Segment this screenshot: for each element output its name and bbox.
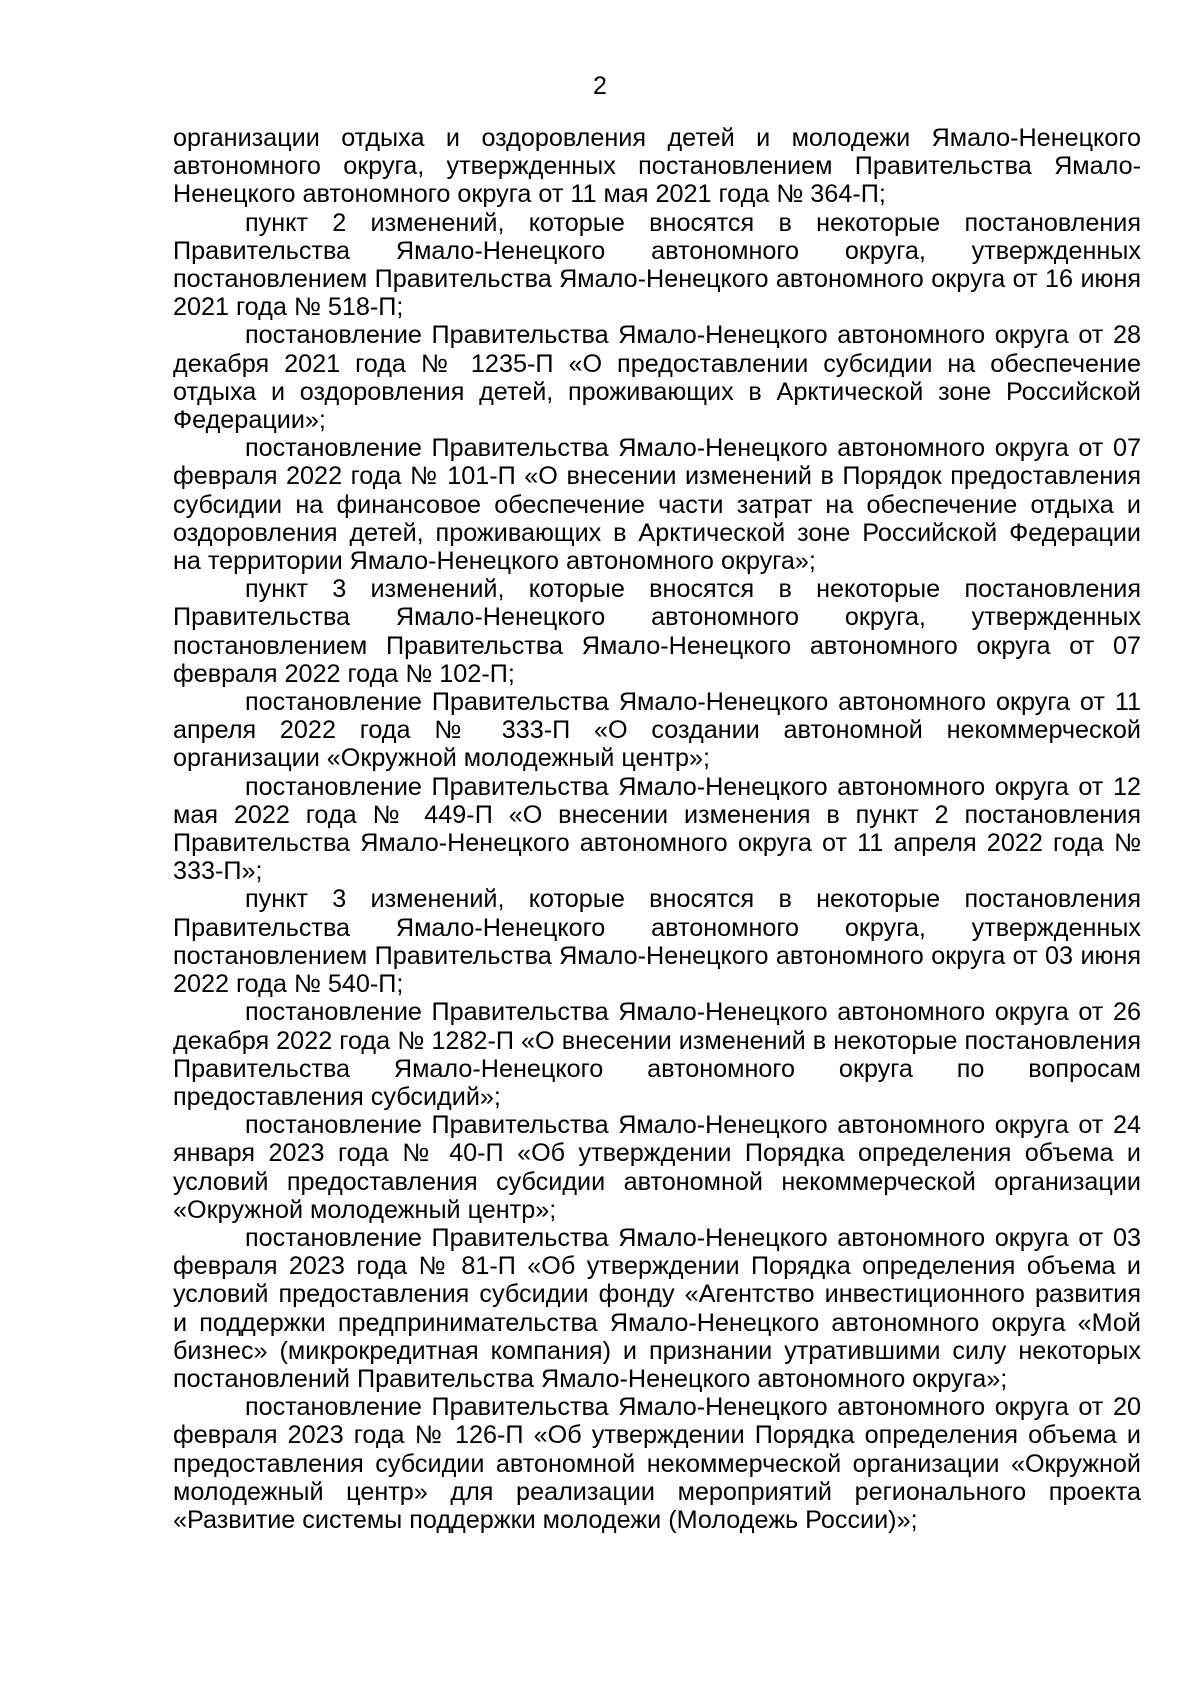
document-body [173,124,1141,1534]
page-number: 2 [593,72,607,100]
paragraph-item: постановление Правительства Ямало-Ненецкого автономного округа от 28 декабря 2021 года № 1235-П «О предоставлении субсидии на обеспечение отдыха и оздоровления детей, проживающих в Арктической зоне Российской Федерации»; [173,321,1141,435]
paragraph-continuation: организации отдыха и оздоровления детей и молодежи Ямало-Ненецкого автономного округа, утвержденных постановлением Правительства Ямало-Ненецкого автономного округа от 11 мая 2021 года № 364-П; [173,124,1141,209]
paragraph-item: постановление Правительства Ямало-Ненецкого автономного округа от 03 февраля 2023 года № 81-П «Об утверждении Порядка определения объема и условий предоставления субсидии фонду «Агентство инвестиционного развития и поддержки предпринимательства Ямало-Ненецкого автономного округа «Мой бизнес» (микрокредитная компания) и признании утратившими силу некоторых постановлений Правительства Ямало-Ненецкого автономного округа»; [173,1223,1141,1393]
paragraph-item: постановление Правительства Ямало-Ненецкого автономного округа от 20 февраля 2023 года № 126-П «Об утверждении Порядка определения объема и предоставления субсидии автономной некоммерческой организации «Окружной молодежный центр» для реализации мероприятий регионального проекта «Развитие системы поддержки молодежи (Молодежь России)»; [173,1393,1141,1534]
paragraph-item: постановление Правительства Ямало-Ненецкого автономного округа от 26 декабря 2022 года № 1282-П «О внесении изменений в некоторые постановления Правительства Ямало-Ненецкого автономного округа по вопросам предоставления субсидий»; [173,998,1141,1111]
paragraph-item: постановление Правительства Ямало-Ненецкого автономного округа от 07 февраля 2022 года № 101-П «О внесении изменений в Порядок предоставления субсидии на финансовое обеспечение части затрат на обеспечение отдыха и оздоровления детей, проживающих в Арктической зоне Российской Федерации на территории Ямало-Ненецкого автономного округа»; [173,434,1141,576]
paragraph-item: постановление Правительства Ямало-Ненецкого автономного округа от 11 апреля 2022 года № 333-П «О создании автономной некоммерческой организации «Окружной молодежный центр»; [173,688,1141,773]
paragraph-item: пункт 3 изменений, которые вносятся в некоторые постановления Правительства Ямало-Ненецкого автономного округа, утвержденных постановлением Правительства Ямало-Ненецкого автономного округа от 07 февраля 2022 года № 102-П; [173,575,1141,688]
paragraph-item: постановление Правительства Ямало-Ненецкого автономного округа от 24 января 2023 года № 40-П «Об утверждении Порядка определения объема и условий предоставления субсидии автономной некоммерческой организации «Окружной молодежный центр»; [173,1111,1141,1224]
paragraph-item: постановление Правительства Ямало-Ненецкого автономного округа от 12 мая 2022 года № 449-П «О внесении изменения в пункт 2 постановления Правительства Ямало-Ненецкого автономного округа от 11 апреля 2022 года № 333-П»; [173,772,1141,886]
paragraph-item: пункт 3 изменений, которые вносятся в некоторые постановления Правительства Ямало-Ненецкого автономного округа, утвержденных постановлением Правительства Ямало-Ненецкого автономного округа от 03 июня 2022 года № 540-П; [173,885,1141,999]
paragraph-item: пункт 2 изменений, которые вносятся в некоторые постановления Правительства Ямало-Ненецкого автономного округа, утвержденных постановлением Правительства Ямало-Ненецкого автономного округа от 16 июня 2021 года № 518-П; [173,208,1141,322]
